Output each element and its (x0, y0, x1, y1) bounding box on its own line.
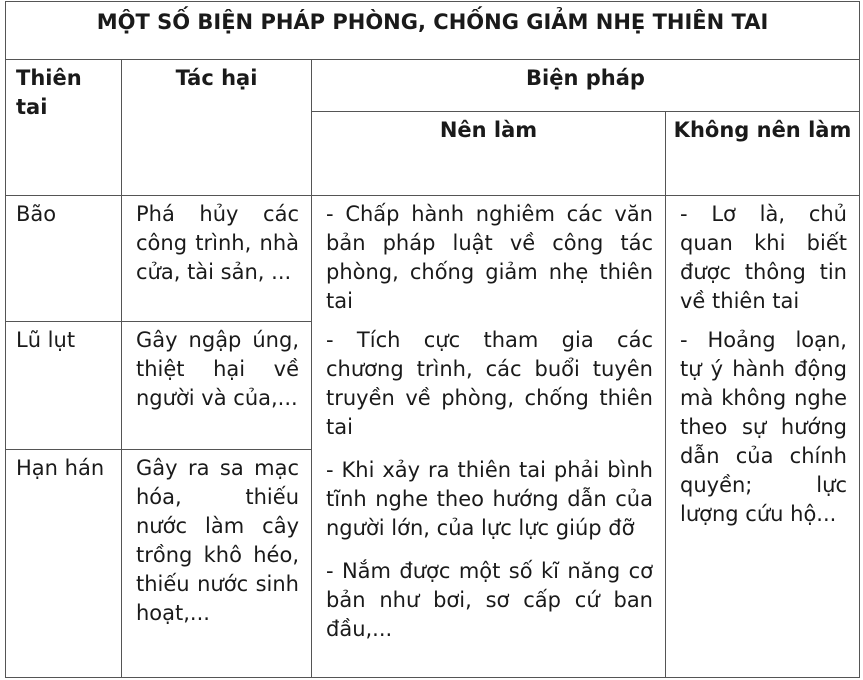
row-disaster-flood: Lũ lụt (6, 322, 122, 450)
header-harm: Tác hại (122, 60, 312, 196)
should-not-item: - Lơ là, chủ quan khi biết được thông tin về thiên tai (680, 202, 847, 313)
row-disaster-storm: Bão (6, 196, 122, 322)
should-item: - Khi xảy ra thiên tai phải bình tĩnh nghe theo hướng dẫn của người lớn, của lực lực giúp đỡ (326, 458, 653, 540)
header-should-not: Không nên làm (666, 112, 860, 196)
should-cell (312, 196, 666, 678)
header-should: Nên làm (312, 112, 666, 196)
should-not-item: - Hoảng loạn, tự ý hành động mà không nghe theo sự hướng dẫn của chính quyền; lực lượng cứu hộ... (680, 328, 847, 526)
row-harm-drought: Gây ra sa mạc hóa, thiếu nước làm cây trồng khô héo, thiếu nước sinh hoạt,... (122, 450, 312, 678)
row-disaster-drought: Hạn hán (6, 450, 122, 678)
measures-table (5, 1, 860, 678)
header-measures: Biện pháp (312, 60, 860, 112)
row-harm-storm: Phá hủy các công trình, nhà cửa, tài sản, ... (122, 196, 312, 322)
should-item: - Tích cực tham gia các chương trình, các buổi tuyên truyền về phòng, chống thiên tai (326, 328, 653, 439)
should-item: - Nắm được một số kĩ năng cơ bản như bơi, sơ cấp cứ ban đầu,... (326, 559, 653, 641)
row-harm-flood: Gây ngập úng, thiệt hại về người và của,... (122, 322, 312, 450)
should-not-cell (666, 196, 860, 678)
table-title: MỘT SỐ BIỆN PHÁP PHÒNG, CHỐNG GIẢM NHẸ THIÊN TAI (6, 2, 860, 60)
header-disaster: Thiên tai (6, 60, 122, 196)
should-item: - Chấp hành nghiêm các văn bản pháp luật về công tác phòng, chống giảm nhẹ thiên tai (326, 202, 653, 313)
